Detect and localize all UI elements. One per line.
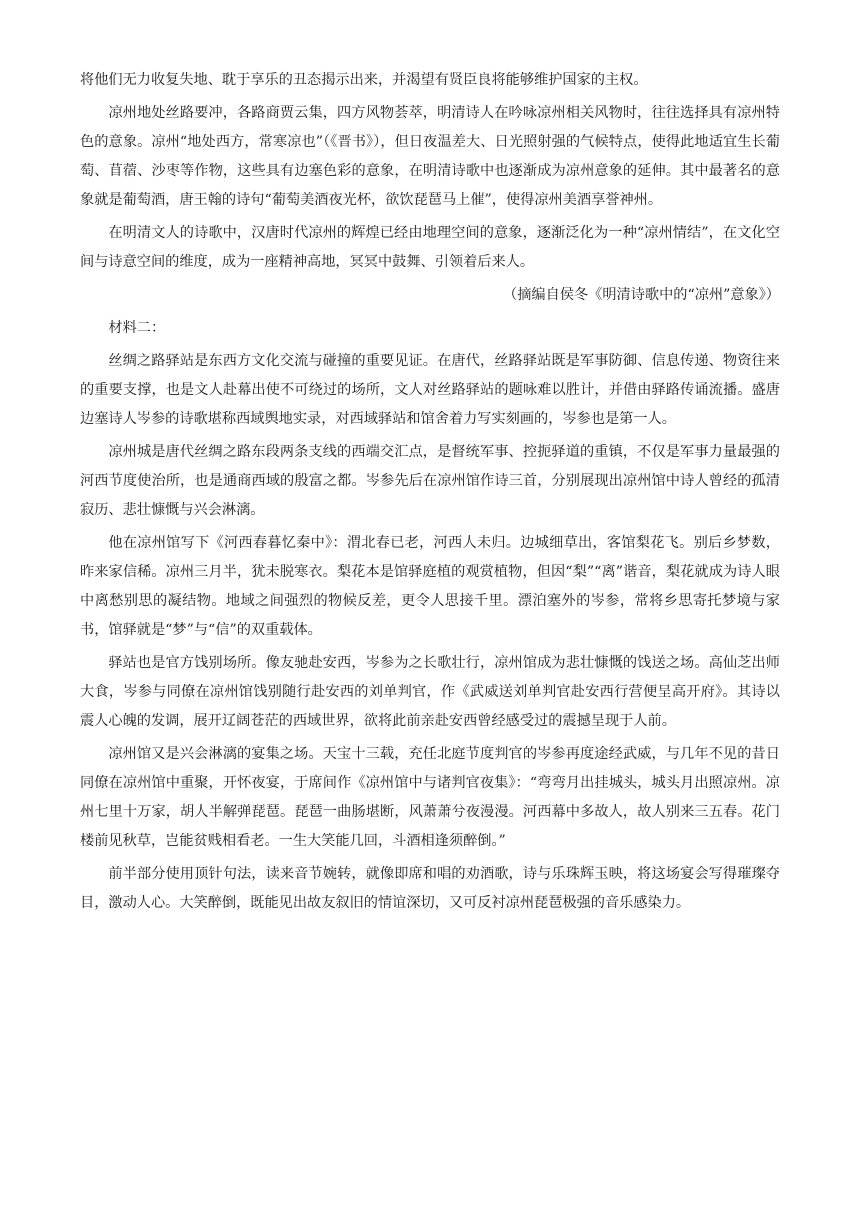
- paragraph-poem-analysis: 前半部分使用顶针句法，读来音节婉转，就像即席和唱的劝酒歌，诗与乐珠辉玉映，将这场宴会写得璀璨夺目，激动人心。大笑醉倒，既能见出故友叙旧的情谊深切，又可反衬凉州琵琶极强的音乐感染力。: [80, 866, 780, 911]
- paragraph-liangzhou-complex: 在明清文人的诗歌中，汉唐时代凉州的辉煌已经由地理空间的意象，逐渐泛化为一种“凉州情结”，在文化空间与诗意空间的维度，成为一座精神高地，冥冥中鼓舞、引领着后来人。: [80, 225, 780, 270]
- paragraph-hexi-spring-poem: 他在凉州馆写下《河西春暮忆秦中》：渭北春已老，河西人未归。边城细草出，客馆梨花飞。别后乡梦数，昨来家信稀。凉州三月半，犹未脱寒衣。梨花本是馆驿庭植的观赏植物，但因“梨”“离”谐音，梨花就成为诗人眼中离愁别思的凝结物。地域之间强烈的物候反差，更令人思接千里。漂泊塞外的岑参，常将乡思寄托梦境与家书，馆驿就是“梦”与“信”的双重载体。: [80, 535, 780, 638]
- paragraph-continuation: 将他们无力收复失地、耽于享乐的丑态揭示出来，并渴望有贤臣良将能够维护国家的主权。: [80, 72, 648, 88]
- paragraph-farewell-venue: 驿站也是官方饯别场所。像友驰赴安西，岑参为之长歌壮行，凉州馆成为悲壮慷慨的饯送之场。高仙芝出师大食，岑参与同僚在凉州馆饯别随行赴安西的刘单判官，作《武威送刘单判官赴安西行营便呈高开府》。其诗以震人心魄的发调，展开辽阔苍茫的西域世界，欲将此前亲赴安西曾经感受过的震撼呈现于人前。: [80, 655, 780, 729]
- material-two-label: 材料二：: [108, 320, 166, 336]
- paragraph-liangzhou-imagery: 凉州地处丝路要冲，各路商贾云集，四方风物荟萃，明清诗人在吟咏凉州相关风物时，往往选择具有凉州特色的意象。凉州“地处西方，常寒凉也”（《晋书》），但日夜温差大、日光照射强的气候特点，使得此地适宜生长葡萄、苜蓿、沙枣等作物，这些具有边塞色彩的意象，在明清诗歌中也逐渐成为凉州意象的延伸。其中最著名的意象就是葡萄酒，唐王翰的诗句“葡萄美酒夜光杯，欲饮琵琶马上催”，使得凉州美酒享誉神州。: [80, 105, 780, 208]
- source-citation: （摘编自侯冬《明清诗歌中的“凉州”意象》）: [503, 287, 780, 303]
- paragraph-silk-road-stations: 丝绸之路驿站是东西方文化交流与碰撞的重要见证。在唐代，丝路驿站既是军事防御、信息传递、物资往来的重要支撑，也是文人赴幕出使不可绕过的场所，文人对丝路驿站的题咏难以胜计，并借由驿路传诵流播。盛唐边塞诗人岑参的诗歌堪称西域舆地实录，对西域驿站和馆舍着力写实刻画的，岑参也是第一人。: [80, 353, 780, 427]
- document-page: [80, 66, 780, 922]
- paragraph-banquet-venue: 凉州馆又是兴会淋漓的宴集之场。天宝十三载，充任北庭节度判官的岑参再度途经武威，与几年不见的昔日同僚在凉州馆中重聚，开怀夜宴，于席间作《凉州馆中与诸判官夜集》：“弯弯月出挂城头，城头月出照凉州。凉州七里十万家，胡人半解弹琵琶。琵琶一曲肠堪断，风萧萧兮夜漫漫。河西幕中多故人，故人别来三五春。花门楼前见秋草，岂能贫贱相看老。一生大笑能几回，斗酒相逢须醉倒。”: [80, 746, 780, 849]
- paragraph-liangzhou-city: 凉州城是唐代丝绸之路东段两条支线的西端交汇点，是督统军事、控扼驿道的重镇，不仅是军事力量最强的河西节度使治所，也是通商西域的殷富之都。岑参先后在凉州馆作诗三首，分别展现出凉州馆中诗人曾经的孤清寂历、悲壮慷慨与兴会淋漓。: [80, 444, 780, 518]
